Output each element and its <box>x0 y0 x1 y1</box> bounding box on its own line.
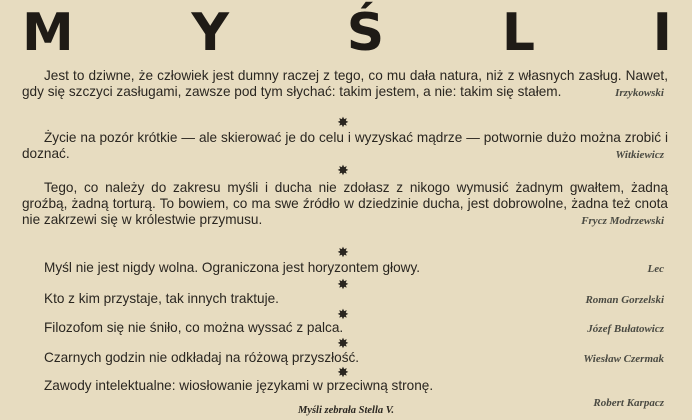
quote-author: Wiesław Czermak <box>577 352 664 366</box>
quote-text: Kto z kim przystaje, tak innych traktuje. <box>44 291 279 306</box>
quote-author: Józef Bułatowicz <box>581 322 664 336</box>
separator-star-icon: ✸ <box>337 245 349 261</box>
quote-author: Frycz Modrzewski <box>575 214 664 228</box>
title-letter: L <box>501 3 535 63</box>
quote-author: Roman Gorzelski <box>579 293 664 307</box>
separator-star-icon: ✸ <box>337 307 349 323</box>
quote-block <box>22 291 668 307</box>
quote-text: Zawody intelektualne: wiosłowanie językami w przeciwną stronę. <box>44 378 434 393</box>
quote-text: Jest to dziwne, że człowiek jest dumny raczej z tego, co mu dała natura, niż z własnych zasług. Nawet, gdy się szczyci zasługami, zawsze pod tym słychać: takim jestem, a nie: takim się stałem. <box>22 68 668 99</box>
compiler-credit: Myśli zebrała Stella V. <box>297 405 395 416</box>
quote-block <box>22 320 668 336</box>
title-letter: M <box>22 3 74 63</box>
quote-block <box>22 378 668 409</box>
article-title <box>22 4 672 62</box>
quote-block <box>22 68 668 100</box>
quote-author: Witkiewicz <box>610 148 664 162</box>
title-letter: I <box>652 3 672 63</box>
quote-author: Robert Karpacz <box>587 396 664 410</box>
quote-block <box>22 260 668 276</box>
quote-block <box>22 180 668 228</box>
title-letter: Y <box>191 3 230 63</box>
quote-block <box>22 350 668 366</box>
quote-author: Irzykowski <box>609 86 664 100</box>
quote-text: Filozofom się nie śniło, co można wyssać z palca. <box>44 320 344 335</box>
quote-text: Czarnych godzin nie odkładaj na różową przyszłość. <box>44 350 360 365</box>
separator-star-icon: ✸ <box>337 365 349 381</box>
separator-star-icon: ✸ <box>337 115 349 131</box>
separator-star-icon: ✸ <box>337 336 349 352</box>
quote-author: Lec <box>642 262 664 276</box>
quote-block <box>22 130 668 162</box>
quote-text: Życie na pozór krótkie — ale skierować je do celu i wyzyskać mądrze — potwornie dużo można zrobić i doznać. <box>22 130 668 161</box>
separator-star-icon: ✸ <box>337 277 349 293</box>
quote-text: Myśl nie jest nigdy wolna. Ograniczona jest horyzontem głowy. <box>44 260 421 275</box>
title-letter: Ś <box>346 3 385 63</box>
quote-text: Tego, co należy do zakresu myśli i ducha nie zdołasz z nikogo wymusić żadnym gwałtem, żadną groźbą, żadną torturą. To bowiem, co ma swe źródło w dziedzinie ducha, jest dobrowolne, żadna też cnota nie zakrzewi się w królestwie przymusu. <box>22 180 668 227</box>
separator-star-icon: ✸ <box>337 163 349 179</box>
